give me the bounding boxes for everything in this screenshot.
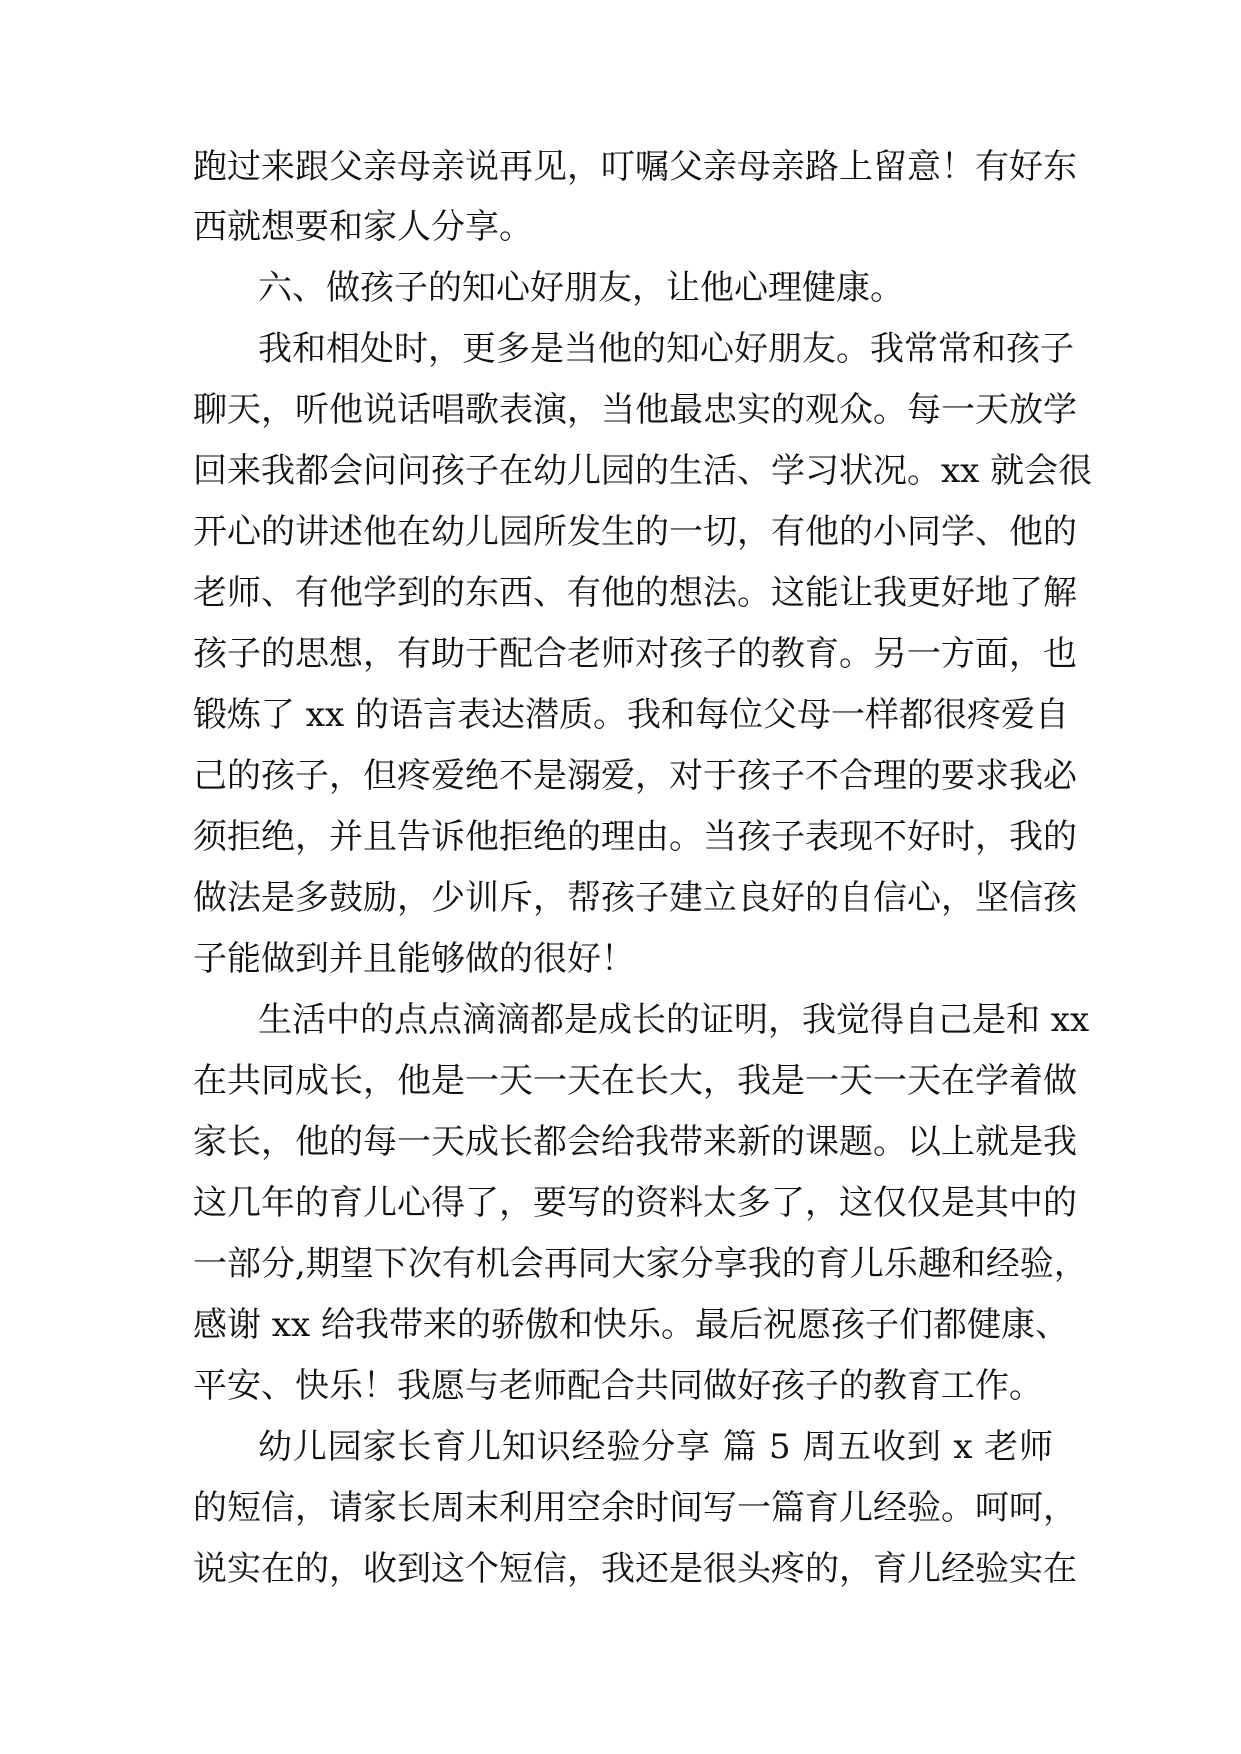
text-line: 子能做到并且能够做的很好！ [193, 939, 635, 979]
text-line: 开心的讲述他在幼儿园所发生的一切，有他的小同学、他的 [193, 512, 1077, 552]
text-line: 跑过来跟父亲母亲说再见，叮嘱父亲母亲路上留意！有好东 [193, 147, 1077, 187]
text-line: 生活中的点点滴滴都是成长的证明，我觉得自己是和 xx [258, 1000, 1090, 1040]
section-title-line: 幼儿园家长育儿知识经验分享 篇 5 周五收到 x 老师 [258, 1427, 1053, 1467]
text-line: 己的孩子，但疼爱绝不是溺爱，对于孩子不合理的要求我必 [193, 756, 1077, 796]
text-line: 我和相处时，更多是当他的知心好朋友。我常常和孩子 [258, 329, 1074, 369]
text-line: 孩子的思想，有助于配合老师对孩子的教育。另一方面，也 [193, 634, 1077, 674]
text-line: 感谢 xx 给我带来的骄傲和快乐。最后祝愿孩子们都健康、 [193, 1305, 1069, 1345]
text-line: 在共同成长，他是一天一天在长大，我是一天一天在学着做 [193, 1061, 1077, 1101]
text-line: 回来我都会问问孩子在幼儿园的生活、学习状况。xx 就会很 [193, 451, 1093, 491]
text-line: 聊天，听他说话唱歌表演，当他最忠实的观众。每一天放学 [193, 390, 1077, 430]
text-line: 做法是多鼓励，少训斥，帮孩子建立良好的自信心，坚信孩 [193, 878, 1077, 918]
text-line: 老师、有他学到的东西、有他的想法。这能让我更好地了解 [193, 573, 1077, 613]
text-line: 这几年的育儿心得了，要写的资料太多了，这仅仅是其中的 [193, 1183, 1077, 1223]
text-line: 平安、快乐！我愿与老师配合共同做好孩子的教育工作。 [193, 1366, 1043, 1406]
text-line: 一部分,期望下次有机会再同大家分享我的育儿乐趣和经验， [193, 1244, 1088, 1284]
text-line: 锻炼了 xx 的语言表达潜质。我和每位父母一样都很疼爱自 [193, 695, 1069, 735]
text-line: 须拒绝，并且告诉他拒绝的理由。当孩子表现不好时，我的 [193, 817, 1077, 857]
text-line: 西就想要和家人分享。 [193, 207, 533, 247]
text-line: 的短信，请家长周末利用空余时间写一篇育儿经验。呵呵， [193, 1488, 1077, 1528]
text-line: 说实在的，收到这个短信，我还是很头疼的，育儿经验实在 [193, 1549, 1077, 1589]
section-heading: 六、做孩子的知心好朋友，让他心理健康。 [258, 268, 904, 308]
text-line: 家长，他的每一天成长都会给我带来新的课题。以上就是我 [193, 1122, 1077, 1162]
